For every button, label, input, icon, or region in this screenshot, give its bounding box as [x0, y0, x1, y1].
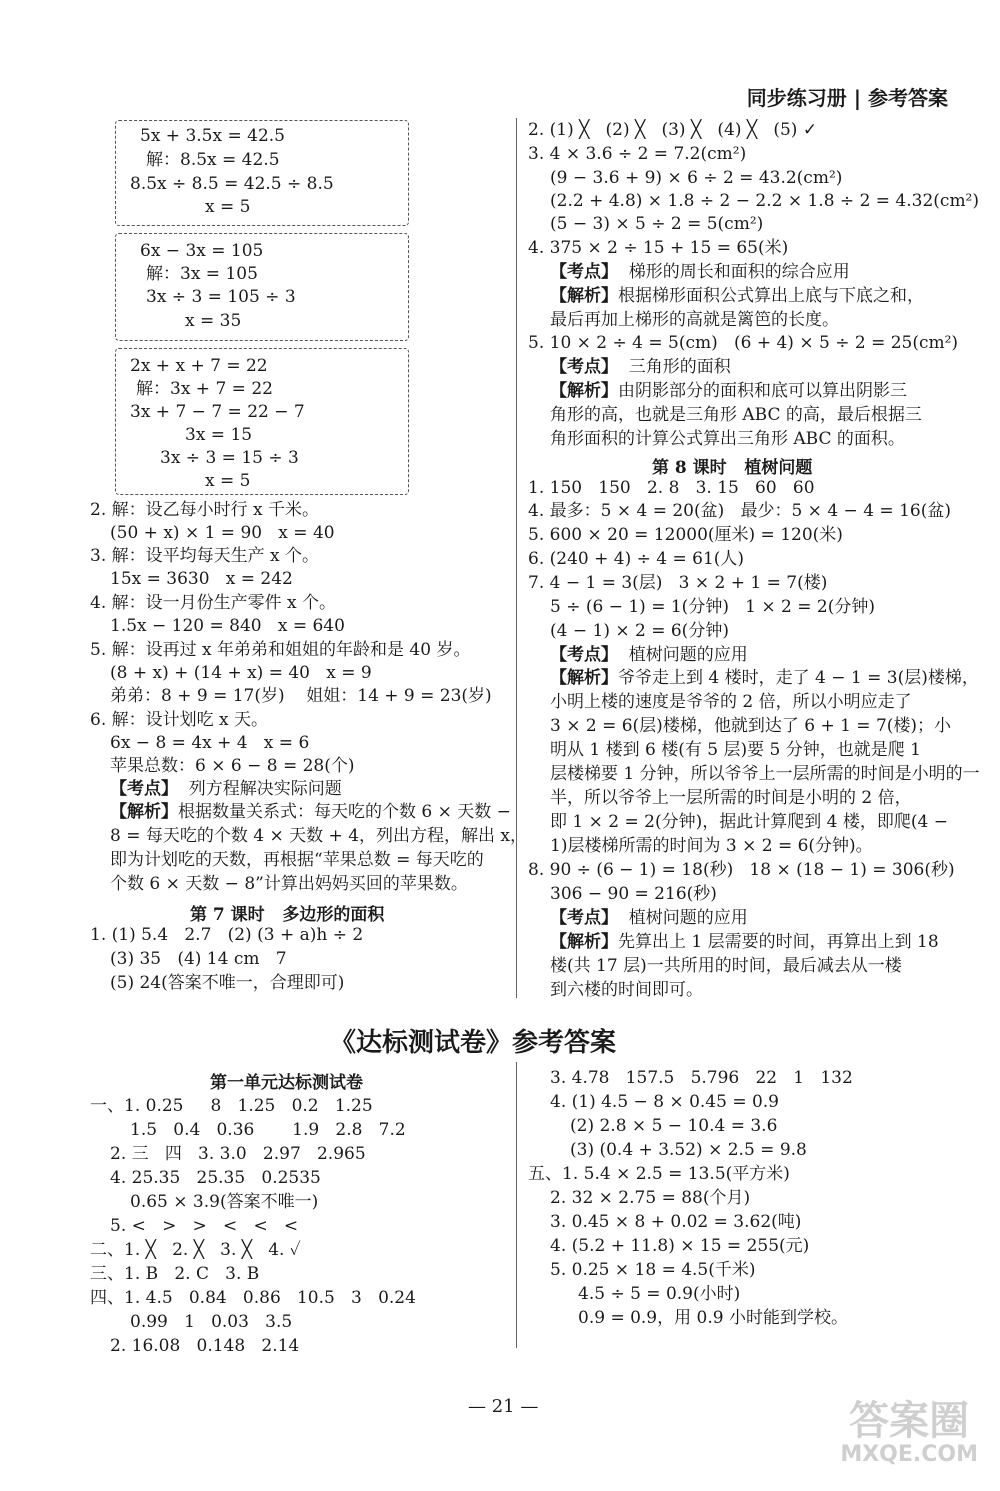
kaodian-tag: 【考点】 [110, 779, 178, 799]
answer-line: (2.2 + 4.8) × 1.8 ÷ 2 − 2.2 × 1.8 ÷ 2 = 4.32(cm²) [550, 191, 980, 211]
jiexi-text: 由阴影部分的面积和底可以算出阴影三 [618, 381, 907, 401]
answer-line: (5) 24(答案不唯一，合理即可) [110, 973, 345, 993]
answer-line: 3. 解：设平均每天生产 x 个。 [90, 546, 320, 566]
test-answer-line: 1.5 0.4 0.36 1.9 2.8 7.2 [130, 1120, 406, 1140]
answer-line: 5. 10 × 2 ÷ 4 = 5(cm) (6 + 4) × 5 ÷ 2 = 25(cm²) [528, 333, 959, 353]
eq-line: 3x ÷ 3 = 15 ÷ 3 [160, 448, 299, 468]
jiexi-text: 根据梯形面积公式算出上底与下底之和， [618, 286, 924, 306]
answer-line: 苹果总数：6 × 6 − 8 = 28(个) [110, 756, 355, 776]
test-answer-line: (2) 2.8 × 5 − 10.4 = 3.6 [570, 1116, 778, 1136]
kaodian-text: 植树问题的应用 [618, 645, 748, 665]
jiexi-line: 角形面积的计算公式算出三角形 ABC 的面积。 [550, 429, 905, 449]
answer-line: (50 + x) × 1 = 90 x = 40 [110, 523, 335, 543]
jiexi-tag: 【解析】 [550, 668, 618, 688]
jiexi-tag: 【解析】 [550, 286, 618, 306]
answer-line: (5 − 3) × 5 ÷ 2 = 5(cm²) [550, 214, 764, 234]
test-answer-line: 0.65 × 3.9(答案不唯一) [130, 1192, 319, 1212]
test-answer-line: 4.5 ÷ 5 = 0.9(小时) [578, 1284, 741, 1304]
kaodian-line [550, 357, 731, 378]
answer-line: 弟弟：8 + 9 = 17(岁) 姐姐：14 + 9 = 23(岁) [110, 686, 492, 706]
test-answer-line: 四、1. 4.5 0.84 0.86 10.5 3 0.24 [90, 1288, 416, 1308]
jiexi-tag: 【解析】 [550, 381, 618, 401]
test-answer-line: 2. 16.08 0.148 2.14 [110, 1336, 300, 1356]
lesson8-title: 第 8 课时 植树问题 [652, 458, 813, 478]
jiexi-line: 角形的高，也就是三角形 ABC 的高，最后根据三 [550, 405, 922, 425]
answer-line: 5. 600 × 20 = 12000(厘米) = 120(米) [528, 525, 843, 545]
answer-line: 4. 375 × 2 ÷ 15 + 15 = 65(米) [528, 238, 789, 258]
jiexi-line: 明从 1 楼到 6 楼(有 5 层)要 5 分钟，也就是爬 1 [550, 740, 921, 760]
column-divider-bottom [516, 1062, 517, 1348]
jiexi-line: 即为计划吃的天数，再根据“苹果总数 = 每天吃的 [110, 850, 484, 870]
jiexi-tag: 【解析】 [550, 932, 618, 952]
eq-line: 3x + 7 − 7 = 22 − 7 [130, 402, 305, 422]
test-answer-line: 0.99 1 0.03 3.5 [130, 1312, 293, 1332]
jiexi-text: 先算出上 1 层需要的时间，再算出上到 18 [618, 932, 939, 952]
test-answer-line: 0.9 = 0.9，用 0.9 小时能到学校。 [578, 1308, 848, 1328]
test-answer-line: 三、1. B 2. C 3. B [90, 1264, 260, 1284]
jiexi-line: 8 = 每天吃的个数 4 × 天数 + 4，列出方程，解出 x， [110, 826, 527, 846]
jiexi-line: 到六楼的时间即可。 [550, 980, 703, 1000]
answer-line: 1. 150 150 2. 8 3. 15 60 60 [528, 478, 815, 498]
kaodian-line [550, 645, 748, 666]
test-answer-line: 3. 0.45 × 8 + 0.02 = 3.62(吨) [550, 1212, 802, 1232]
answer-line: 5 ÷ (6 − 1) = 1(分钟) 1 × 2 = 2(分钟) [550, 597, 875, 617]
answer-line: 1.5x − 120 = 840 x = 640 [110, 616, 345, 636]
test-answer-line: 5. 0.25 × 18 = 4.5(千米) [550, 1260, 756, 1280]
kaodian-text: 三角形的面积 [618, 357, 731, 377]
answer-line: 2. 解：设乙每小时行 x 千米。 [90, 500, 320, 520]
test-section-title: 《达标测试卷》参考答案 [330, 1028, 617, 1058]
watermark-url: MXQE.COM [840, 1442, 978, 1467]
test-answer-line: 3. 4.78 157.5 5.796 22 1 132 [550, 1068, 853, 1088]
test-answer-line: 2. 32 × 2.75 = 88(个月) [550, 1188, 751, 1208]
kaodian-line [550, 262, 850, 283]
watermark-logo [840, 1399, 978, 1467]
kaodian-text: 梯形的周长和面积的综合应用 [618, 262, 850, 282]
jiexi-line: 小明上楼的速度是爷爷的 2 倍，所以小明应走了 [550, 692, 912, 712]
answer-line: 1. (1) 5.4 2.7 (2) (3 + a)h ÷ 2 [90, 925, 364, 945]
kaodian-text: 列方程解决实际问题 [178, 779, 342, 799]
watermark-title: 答案圈 [849, 1398, 970, 1444]
test-answer-line: 4. 25.35 25.35 0.2535 [110, 1168, 321, 1188]
test-answer-line: 4. (5.2 + 11.8) × 15 = 255(元) [550, 1236, 810, 1256]
eq-line: x = 35 [185, 311, 242, 331]
jiexi-line [110, 802, 511, 823]
page-header: 同步练习册 | 参考答案 [746, 86, 948, 110]
eq-line: 解：3x + 7 = 22 [136, 379, 273, 399]
eq-line: 8.5x ÷ 8.5 = 42.5 ÷ 8.5 [130, 174, 334, 194]
answer-line: (3) 35 (4) 14 cm 7 [110, 949, 287, 969]
test-answer-line: (3) (0.4 + 3.52) × 2.5 = 9.8 [570, 1140, 807, 1160]
kaodian-text: 植树问题的应用 [618, 908, 748, 928]
eq-line: 5x + 3.5x = 42.5 [140, 126, 285, 146]
answer-line: 306 − 90 = 216(秒) [550, 884, 717, 904]
test-answer-line: 4. (1) 4.5 − 8 × 0.45 = 0.9 [550, 1092, 780, 1112]
jiexi-line [550, 286, 924, 307]
jiexi-line: 3 × 2 = 6(层)楼梯，他就到达了 6 + 1 = 7(楼)；小 [550, 716, 952, 736]
test-answer-line: 五、1. 5.4 × 2.5 = 13.5(平方米) [528, 1164, 790, 1184]
eq-line: 解：3x = 105 [146, 264, 258, 284]
jiexi-line: 层楼梯要 1 分钟，所以爷爷上一层所需的时间是小明的一 [550, 764, 980, 784]
answer-line: 4. 解：设一月份生产零件 x 个。 [90, 593, 337, 613]
eq-line: 6x − 3x = 105 [140, 241, 264, 261]
answer-line: (4 − 1) × 2 = 6(分钟) [550, 621, 729, 641]
eq-line: 2x + x + 7 = 22 [130, 356, 268, 376]
column-divider-top [516, 118, 517, 998]
unit1-title: 第一单元达标测试卷 [210, 1073, 363, 1093]
answer-line: 7. 4 − 1 = 3(层) 3 × 2 + 1 = 7(楼) [528, 573, 828, 593]
page-number: — 21 — [468, 1396, 539, 1417]
kaodian-tag: 【考点】 [550, 908, 618, 928]
answer-line: 5. 解：设再过 x 年弟弟和姐姐的年龄和是 40 岁。 [90, 640, 471, 660]
answer-line: (8 + x) + (14 + x) = 40 x = 9 [110, 663, 372, 683]
kaodian-tag: 【考点】 [550, 645, 618, 665]
jiexi-line: 1)层楼梯所需的时间为 3 × 2 = 6(分钟)。 [550, 836, 873, 856]
eq-line: 3x ÷ 3 = 105 ÷ 3 [146, 287, 296, 307]
lesson7-title: 第 7 课时 多边形的面积 [190, 905, 385, 925]
jiexi-text: 根据数量关系式：每天吃的个数 6 × 天数 − [178, 802, 511, 822]
jiexi-line [550, 932, 939, 953]
answer-line: 8. 90 ÷ (6 − 1) = 18(秒) 18 × (18 − 1) = 306(秒) [528, 860, 955, 880]
jiexi-line: 最后再加上梯形的高就是篱笆的长度。 [550, 310, 839, 330]
eq-line: 3x = 15 [185, 425, 253, 445]
jiexi-line: 即 1 × 2 = 2(分钟)，据此计算爬到 4 楼，即爬(4 − [550, 812, 948, 832]
test-answer-line: 5. < > > < < < [110, 1216, 299, 1236]
eq-line: x = 5 [205, 197, 251, 217]
kaodian-tag: 【考点】 [550, 357, 618, 377]
test-answer-line: 二、1. ╳ 2. ╳ 3. ╳ 4. ✓ [90, 1240, 301, 1260]
test-answer-line: 一、1. 0.25 8 1.25 0.2 1.25 [90, 1096, 373, 1116]
answer-line: 4. 最多：5 × 4 = 20(盆) 最少：5 × 4 − 4 = 16(盆) [528, 501, 951, 521]
jiexi-line [550, 381, 907, 402]
kaodian-tag: 【考点】 [550, 262, 618, 282]
answer-line: 15x = 3630 x = 242 [110, 569, 293, 589]
answer-line: 6. (240 + 4) ÷ 4 = 61(人) [528, 549, 745, 569]
eq-line: x = 5 [205, 471, 251, 491]
answer-line: 6x − 8 = 4x + 4 x = 6 [110, 733, 310, 753]
jiexi-tag: 【解析】 [110, 802, 178, 822]
answer-line: 3. 4 × 3.6 ÷ 2 = 7.2(cm²) [528, 144, 747, 164]
answer-line: (9 − 3.6 + 9) × 6 ÷ 2 = 43.2(cm²) [550, 168, 843, 188]
eq-line: 解：8.5x = 42.5 [146, 150, 280, 170]
jiexi-text: 爷爷走上到 4 楼时，走了 4 − 1 = 3(层)楼梯， [618, 668, 979, 688]
jiexi-line [550, 668, 979, 689]
kaodian-line [110, 779, 342, 800]
jiexi-line: 个数 6 × 天数 − 8”计算出妈妈买回的苹果数。 [110, 874, 468, 894]
kaodian-line [550, 908, 748, 929]
answer-line: 6. 解：设计划吃 x 天。 [90, 710, 269, 730]
test-answer-line: 2. 三 四 3. 3.0 2.97 2.965 [110, 1144, 366, 1164]
answer-line: 2. (1) ╳ (2) ╳ (3) ╳ (4) ╳ (5) ✓ [528, 120, 818, 140]
jiexi-line: 楼(共 17 层)一共所用的时间，最后减去从一楼 [550, 956, 902, 976]
jiexi-line: 半，所以爷爷上一层所需的时间是小明的 2 倍， [550, 788, 912, 808]
